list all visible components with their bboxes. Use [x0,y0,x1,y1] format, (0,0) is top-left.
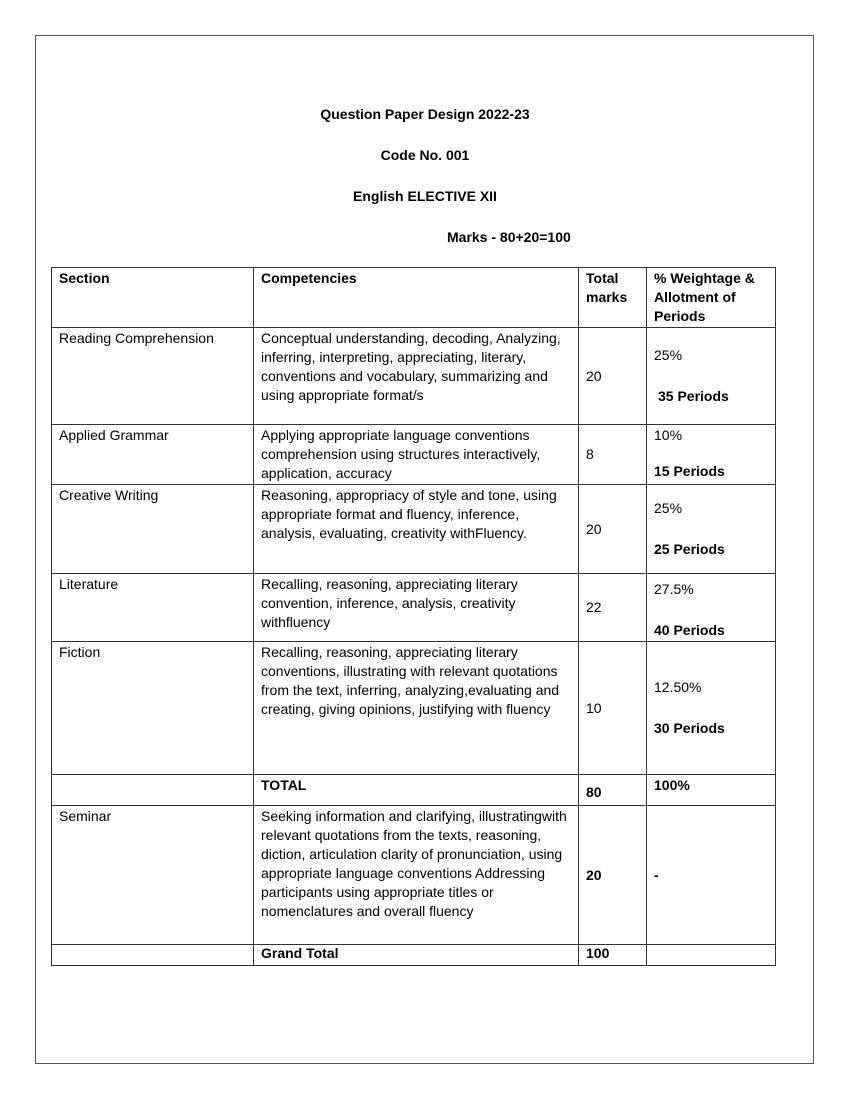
section-cell: Applied Grammar [52,425,254,485]
weightage-cell [647,485,776,574]
seminar-competencies: Seeking information and clarifying, illustratingwith relevant quotations from the texts, reasoning, diction, articulation clarity of pronunciation, using appropriate language conventions Addressing participants using appropriate titles or nomenclatures and overall fluency [254,806,579,945]
seminar-weightage: - [647,806,776,945]
table-row [52,328,776,425]
grand-total-row [52,945,776,966]
table-row [52,642,776,775]
marks-cell: 22 [579,574,647,642]
subject-title: English ELECTIVE XII [353,188,497,204]
code-number: Code No. 001 [380,147,470,163]
weightage-cell [647,642,776,775]
weightage-periods: 15 Periods [654,463,725,479]
total-percent: 100% [647,775,776,806]
seminar-marks: 20 [579,806,647,945]
weightage-cell [647,574,776,642]
grand-total-empty-cell [52,945,254,966]
marks-summary: Marks - 80+20=100 [447,229,571,245]
table-row [52,485,776,574]
section-cell: Creative Writing [52,485,254,574]
total-row [52,775,776,806]
weightage-percent: 12.50% [654,679,702,695]
marks-cell: 10 [579,642,647,775]
seminar-row [52,806,776,945]
header-weightage: % Weightage & Allotment of Periods [647,268,776,328]
weightage-cell [647,425,776,485]
marks-cell: 8 [579,425,647,485]
grand-total-weightage-empty [647,945,776,966]
competencies-cell: Recalling, reasoning, appreciating literary conventions, illustrating with relevant quotations from the text, inferring, analyzing,evaluating and creating, giving opinions, justifying with fluency [254,642,579,775]
section-cell: Fiction [52,642,254,775]
table-row [52,425,776,485]
total-label: TOTAL [254,775,579,806]
competencies-cell: Reasoning, appropriacy of style and tone, using appropriate format and fluency, inference, analysis, evaluating, creativity withFluency. [254,485,579,574]
document-title: Question Paper Design 2022-23 [320,106,530,122]
weightage-percent: 27.5% [654,581,694,597]
competencies-cell: Recalling, reasoning, appreciating literary convention, inference, analysis, creativity withfluency [254,574,579,642]
weightage-cell [647,328,776,425]
weightage-percent: 10% [654,427,683,443]
header-total-marks: Total marks [579,268,647,328]
weightage-periods: 35 Periods [658,388,729,404]
table-row [52,574,776,642]
competencies-cell: Conceptual understanding, decoding, Analyzing, inferring, interpreting, appreciating, literary, conventions and vocabulary, summarizing and using appropriate format/s [254,328,579,425]
table-header-row [52,268,776,328]
grand-total-label: Grand Total [254,945,579,966]
competencies-cell: Applying appropriate language conventions comprehension using structures interactively, application, accuracy [254,425,579,485]
marks-cell: 20 [579,485,647,574]
weightage-periods: 30 Periods [654,720,725,736]
weightage-periods: 25 Periods [654,541,725,557]
header-competencies: Competencies [254,268,579,328]
question-paper-design-table [51,267,776,966]
total-marks: 80 [579,775,647,806]
seminar-section: Seminar [52,806,254,945]
header-section: Section [52,268,254,328]
total-empty-cell [52,775,254,806]
marks-cell: 20 [579,328,647,425]
weightage-percent: 25% [654,500,683,516]
section-cell: Reading Comprehension [52,328,254,425]
section-cell: Literature [52,574,254,642]
weightage-periods: 40 Periods [654,622,725,638]
grand-total-marks: 100 [579,945,647,966]
weightage-percent: 25% [654,347,683,363]
